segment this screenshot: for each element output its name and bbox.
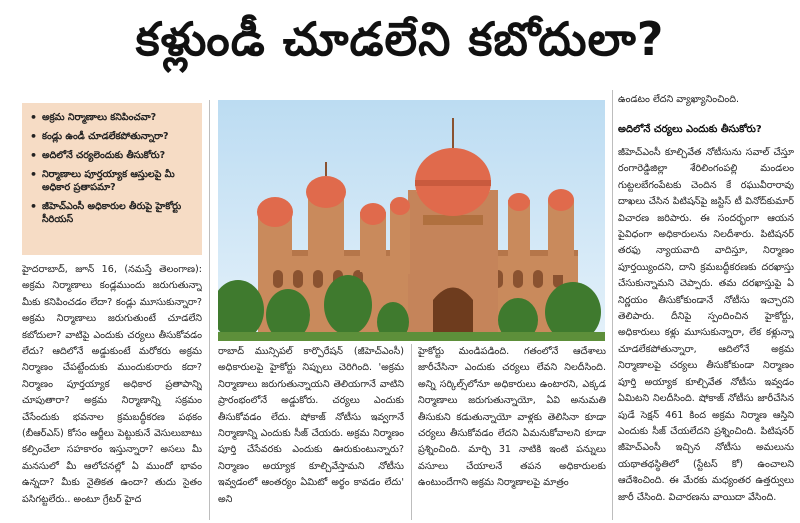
highlight-item: • అక్రమ నిర్మాణాలు కనిపించవా? (30, 111, 194, 124)
article-column-2: రాబాద్ మున్సిపల్ కార్పొరేషన్ (జీహెచ్ఎంసీ) అధికారులపై హైకోర్టు నిప్పులు చెరిగింది. 'అక్రమ నిర్మాణాలు జరుగుతున్నాయని తెలియగానే వాటిని ప్రారంభంలోనే అడ్డుకోరు. చర్యలు ఎందుకు తీసుకోవడం లేదు. షోకాజ్ నోటీసు ఇవ్వగానే నిర్మాణాన్ని ఎందుకు సీజ్ చేయరు. అక్రమ నిర్మాణం పూర్తి చేసేవరకు ఎందుకు ఊరుకుంటున్నారు? నిర్మాణం అయ్యాక కూల్చివేస్తామని నోటీసు ఇవ్వడంలో ఆంతర్యం ఏమిటో అర్థం కావడం లేదు' అని (218, 346, 404, 505)
article-column-4-top: ఉండటం లేదని వ్యాఖ్యానించింది. (618, 94, 740, 105)
column-divider (612, 90, 613, 520)
highlight-item: • అదిలోనే చర్యలెందుకు తీసుకోరు? (30, 149, 194, 162)
headline: కళ్లుండీ చూడలేని కబోదులా? (135, 12, 665, 66)
highlights-list (30, 111, 194, 226)
highlights-box (22, 103, 202, 255)
column-divider (209, 100, 210, 520)
highlight-item: • నిర్మాణాలు పూర్తయ్యాక ఆస్తులపై మీ అధికార ప్రతాపమా? (30, 168, 194, 194)
article-column-4: జీహెచ్ఎంసీ కూల్చివేత నోటీసును సవాల్ చేస్తూ రంగారెడ్డిజిల్లా శేరిలింగంపల్లి మండలం గుట్టలబేగంపేటకు చెందిన కే రఘువీరారావు దాఖలు చేసిన పిటిషన్‌పై జస్టిస్ టీ వినోద్‌కుమార్ విచారణ జరిపారు. ఈ సందర్భంగా ఆయన పైవిధంగా అధికారులను నిలదీశారు. పిటిషనర్ తరఫు న్యాయవాది వాదిస్తూ, నిర్మాణం పూర్తయ్యిందని, దాని క్రమబద్ధీకరణకు దరఖాస్తు చేసుకున్నామని చెప్పారు. తమ దరఖాస్తుపై ఏ నిర్ణయం తీసుకోకుండానే నోటీసు ఇచ్చారని తెలిపారు. దీనిపై స్పందించిన హైకోర్టు, అధికారులు కళ్లు మూసుకున్నారా, లేక కళ్లున్నా చూడలేకపోతున్నారా, ఆదిలోనే అక్రమ నిర్మాణాలపై చర్యలు తీసుకోకుండా నిర్మాణం పూర్తి అయ్యాక కూల్చివేత నోటీసు ఇవ్వడం ఏమిటని నిలదీసింది. షోకాజ్ నోటీసు జారీచేసిన పుడే సెక్షన్ 461 కింద అక్రమ నిర్మాణ ఆస్తిని ఎందుకు సీజ్ చేయలేదని ప్రశ్నించింది. పిటిషనర్ జీహెచ్ఎంసీ ఇచ్చిన నోటీసు అమలును యథాతథస్థితిలో (స్టేటస్ కో) ఉంచాలని ఆదేశించింది. ఈ మేరకు మధ్యంతర ఉత్తర్వులు జారీ చేసింది. విచారణను వాయిదా వేసింది. (618, 147, 794, 503)
article-column-3: హైకోర్టు మండిపడింది. గతంలోనే ఆదేశాలు జారీచేసినా ఎందుకు చర్యలు లేవని నిలదీసింది. అన్ని సర్కిల్స్‌లోనూ అధికారులు ఉంటారని, ఎక్కడ నిర్మాణాలు జరుగుతున్నాయో, ఏవి అనుమతి తీసుకుని కడుతున్నాయో వాళ్లకు తెలిసినా కూడా చర్యలు తీసుకోవడం లేదని ఏమనుకోవాలని కూడా ప్రశ్నించింది. మార్చి 31 నాటికి ఇంటి పన్నులు వసూలు చేయాలనే తపన అధికారులకు ఉంటుందేగాని అక్రమ నిర్మాణాలపై మాత్రం (418, 346, 606, 489)
highlight-item: • కండ్లు ఉండీ చూడలేకపోతున్నారా? (30, 130, 194, 143)
highlight-item: • జీహెచ్ఎంసీ అధికారుల తీరుపై హైకోర్టు సీరియస్ (30, 200, 194, 226)
column-divider (411, 344, 412, 520)
high-court-photo (218, 100, 605, 341)
building-illustration (218, 100, 605, 341)
article-column-1: హైదరాబాద్, జూన్ 16, (నమస్తే తెలంగాణ): అక్రమ నిర్మాణాలు కండ్లముందు జరుగుతున్నా మీకు కనిపించడం లేదా? కండ్లు మూసుకున్నారా? అక్రమ నిర్మాణాలు జరుగుతుంటే చూడలేని కబోదులా? వాటిపై ఎందుకు చర్యలు తీసుకోవడం లేదు? ఆదిలోనే అడ్డుకుంటే మరోకరు అక్రమ నిర్మాణం చేపట్టేందుకు ముందుకురారు కదా? నిర్మాణం పూర్తయ్యాక అధికార ప్రతాపాన్ని చూపుతారా? అక్రమ నిర్మాణాన్ని సక్రమం చేసేందుకు భవనాల క్రమబద్ధీకరణ పథకం (బీఆర్ఎస్) కోసం ఆర్జీలు పెట్టుకునే వెసులుబాటు కల్పించేలా సహకారం ఇస్తున్నారా? అసలు మీ మనసులో మీ ఆలోచనల్లో ఏ ముందో భావం ఉన్నదా? మీకు నైతికత ఉందా? తుదు సైతం పసిగట్టలేరు.. అంటూ గ్రేటర్ హైద (22, 264, 202, 505)
article-subhead: అదిలోనే చర్యలు ఎందుకు తీసుకోరు? (618, 124, 762, 135)
